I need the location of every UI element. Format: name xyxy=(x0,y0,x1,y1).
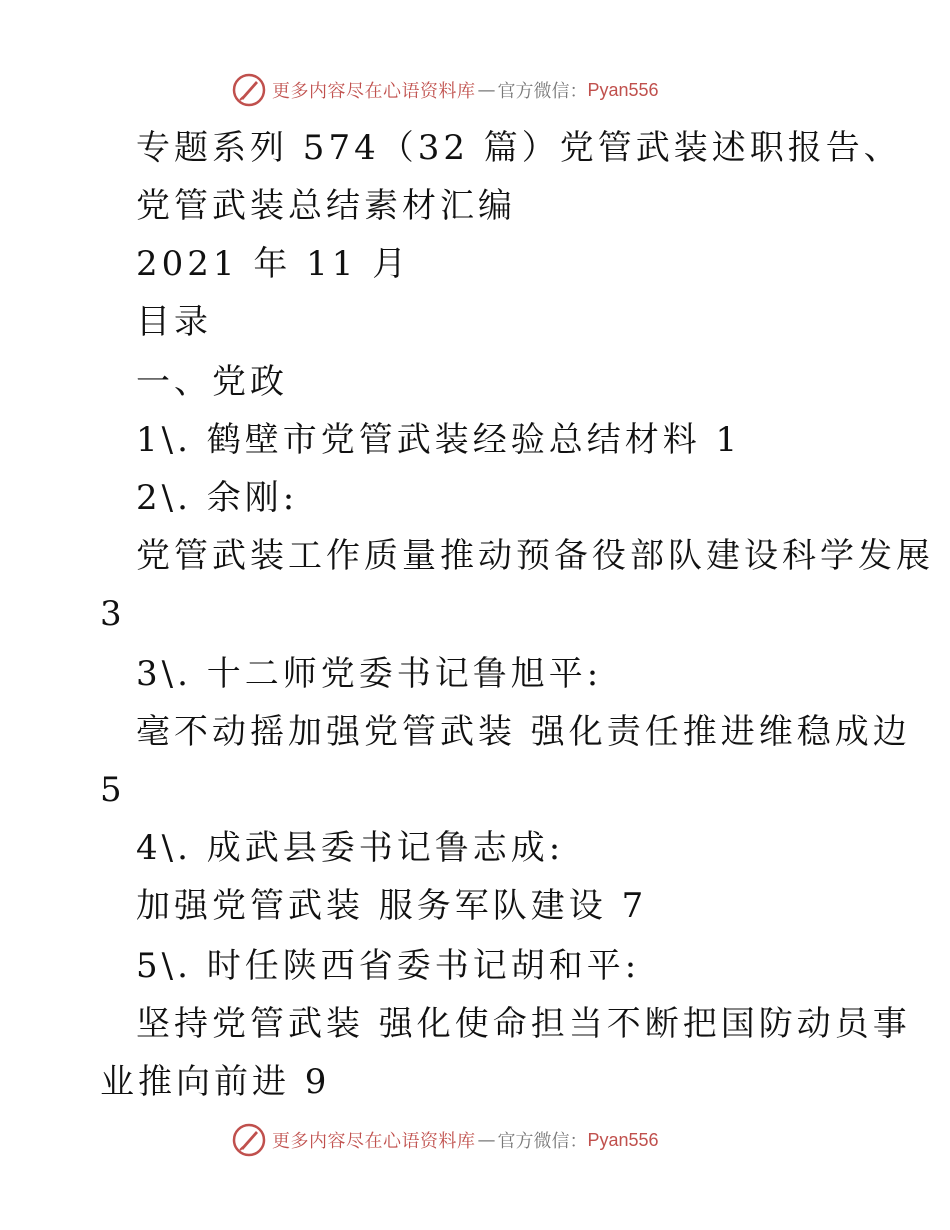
watermark-footer xyxy=(232,1120,732,1160)
watermark-brand: 更多内容尽在心语资料库 xyxy=(272,81,476,102)
document-title-line-1: 专题系列 574（32 篇）党管武装述职报告、 xyxy=(136,128,902,168)
watermark-brand: 更多内容尽在心语资料库 xyxy=(272,1131,476,1152)
document-title-line-2: 党管武装总结素材汇编 xyxy=(136,186,516,226)
toc-entry-page: 5 xyxy=(100,770,126,810)
toc-entry: 3\. 十二师党委书记鲁旭平: xyxy=(136,654,603,694)
watermark-separator: — xyxy=(477,1129,496,1151)
toc-entry: 党管武装工作质量推动预备役部队建设科学发展 xyxy=(136,536,934,576)
section-heading: 一、党政 xyxy=(136,362,288,402)
watermark-separator: — xyxy=(477,79,496,101)
toc-entry: 5\. 时任陕西省委书记胡和平: xyxy=(136,946,641,986)
toc-heading: 目录 xyxy=(136,302,212,342)
quill-pen-logo-icon xyxy=(232,1123,266,1157)
watermark-contact-id: Pyan556 xyxy=(587,1129,659,1150)
watermark-contact-label: 官方微信： xyxy=(497,1131,588,1152)
toc-entry: 2\. 余刚: xyxy=(136,478,299,518)
toc-entry: 坚持党管武装 强化使命担当不断把国防动员事 xyxy=(136,1004,911,1044)
toc-entry: 加强党管武装 服务军队建设 7 xyxy=(136,886,648,926)
document-date: 2021 年 11 月 xyxy=(136,244,411,284)
watermark-contact-id: Pyan556 xyxy=(587,79,659,100)
toc-entry: 业推向前进 9 xyxy=(100,1062,331,1102)
watermark-contact-label: 官方微信： xyxy=(497,81,588,102)
toc-entry: 1\. 鹤壁市党管武装经验总结材料 1 xyxy=(136,420,742,460)
toc-entry: 毫不动摇加强党管武装 强化责任推进维稳成边 xyxy=(136,712,911,752)
toc-entry-page: 3 xyxy=(100,594,126,634)
toc-entry: 4\. 成武县委书记鲁志成: xyxy=(136,828,565,868)
